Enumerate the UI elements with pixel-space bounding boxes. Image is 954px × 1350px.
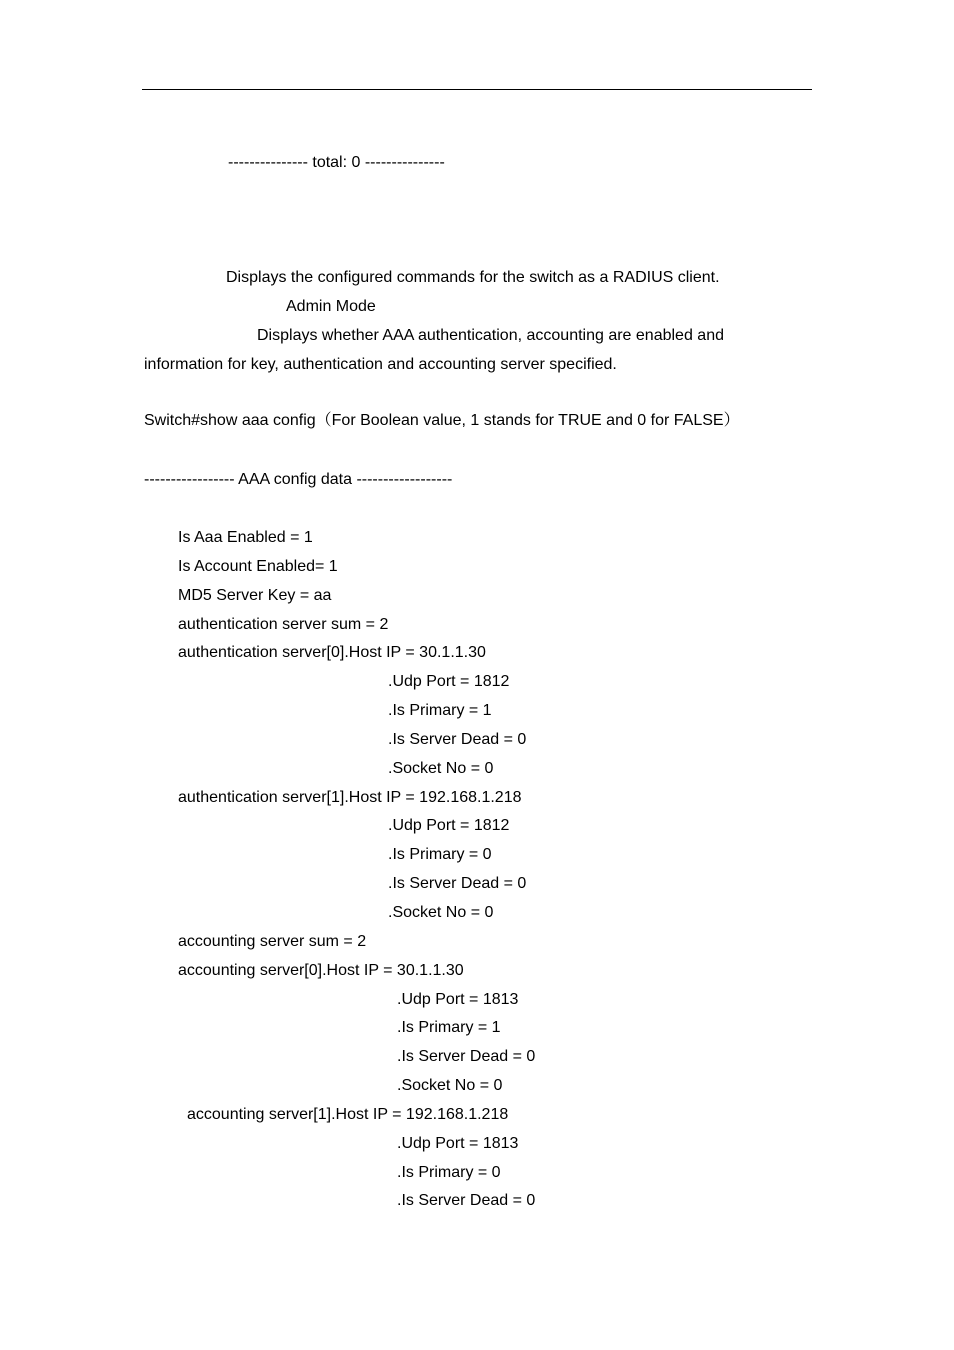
acct-server-0-host-ip: accounting server[0].Host IP = 30.1.1.30 xyxy=(178,962,464,979)
acct-server-0-socket-no: .Socket No = 0 xyxy=(397,1077,503,1094)
auth-server-0-udp-port: .Udp Port = 1812 xyxy=(388,673,510,690)
acct-server-1-host-ip: accounting server[1].Host IP = 192.168.1.218 xyxy=(187,1106,509,1123)
auth-server-0-host-ip: authentication server[0].Host IP = 30.1.1.30 xyxy=(178,644,486,661)
auth-server-0-socket-no: .Socket No = 0 xyxy=(388,760,494,777)
md5-server-key-line: MD5 Server Key = aa xyxy=(178,587,332,604)
function-description: Displays the configured commands for the switch as a RADIUS client. xyxy=(226,269,720,286)
acct-server-0-is-server-dead: .Is Server Dead = 0 xyxy=(397,1048,536,1065)
auth-server-1-host-ip: authentication server[1].Host IP = 192.168.1.218 xyxy=(178,789,522,806)
auth-server-1-socket-no: .Socket No = 0 xyxy=(388,904,494,921)
auth-server-0-is-server-dead: .Is Server Dead = 0 xyxy=(388,731,527,748)
auth-server-1-is-primary: .Is Primary = 0 xyxy=(388,846,492,863)
is-account-enabled-line: Is Account Enabled= 1 xyxy=(178,558,338,575)
auth-server-sum-line: authentication server sum = 2 xyxy=(178,616,389,633)
command-mode: Admin Mode xyxy=(286,298,376,315)
usage-guide-line-2: information for key, authentication and accounting server specified. xyxy=(144,356,617,373)
acct-server-sum-line: accounting server sum = 2 xyxy=(178,933,367,950)
auth-server-1-is-server-dead: .Is Server Dead = 0 xyxy=(388,875,527,892)
acct-server-0-udp-port: .Udp Port = 1813 xyxy=(397,991,519,1008)
aaa-config-header: ----------------- AAA config data ------------------ xyxy=(144,471,453,488)
acct-server-1-udp-port: .Udp Port = 1813 xyxy=(397,1135,519,1152)
acct-server-1-is-primary: .Is Primary = 0 xyxy=(397,1164,501,1181)
usage-guide-line-1: Displays whether AAA authentication, accounting are enabled and xyxy=(257,327,724,344)
is-aaa-enabled-line: Is Aaa Enabled = 1 xyxy=(178,529,313,546)
page-header-rule xyxy=(142,89,812,90)
auth-server-0-is-primary: .Is Primary = 1 xyxy=(388,702,492,719)
example-command: Switch#show aaa config（For Boolean value, 1 stands for TRUE and 0 for FALSE） xyxy=(144,412,740,429)
auth-server-1-udp-port: .Udp Port = 1812 xyxy=(388,817,510,834)
total-count-line: --------------- total: 0 --------------- xyxy=(228,154,445,171)
acct-server-1-is-server-dead: .Is Server Dead = 0 xyxy=(397,1192,536,1209)
acct-server-0-is-primary: .Is Primary = 1 xyxy=(397,1019,501,1036)
